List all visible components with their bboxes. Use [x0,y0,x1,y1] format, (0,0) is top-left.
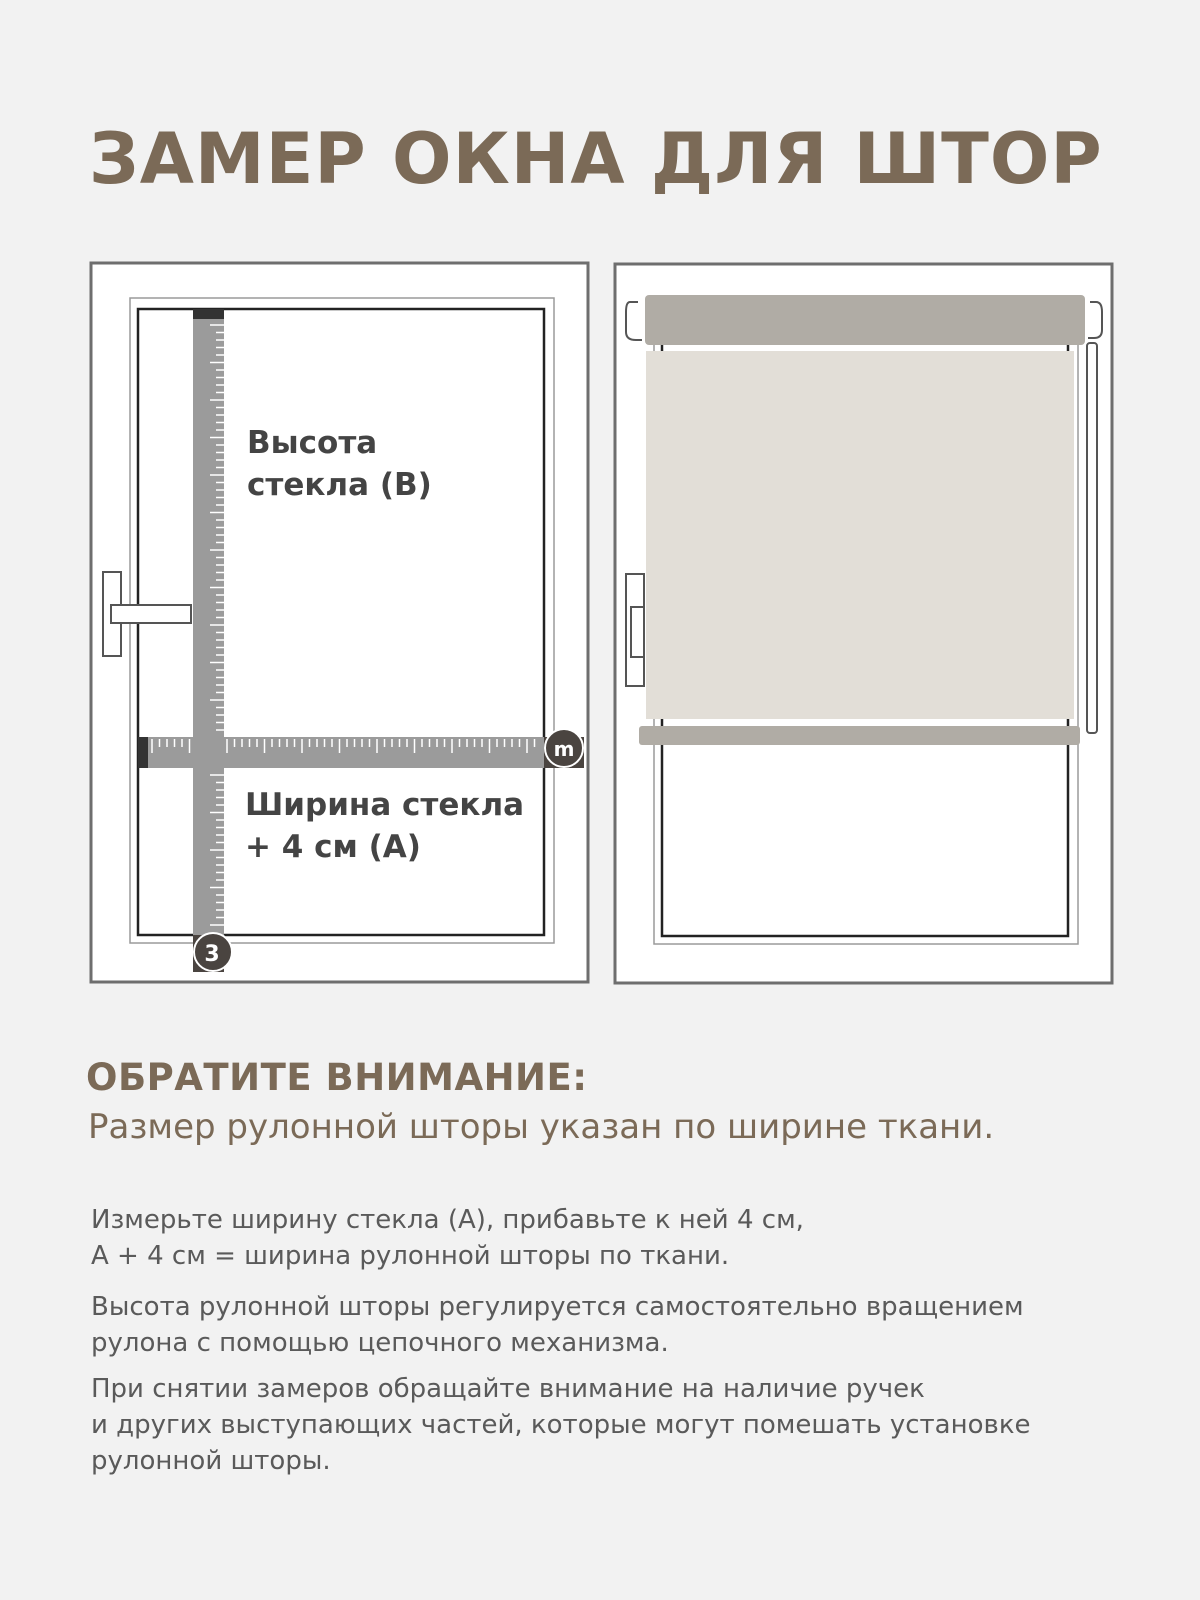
paragraph-line: Высота рулонной шторы регулируется самостоятельно вращением [91,1292,1024,1322]
paragraph-line: При снятии замеров обращайте внимание на наличие ручек [91,1374,925,1404]
chain-rail [1087,343,1097,733]
paragraph-line: рулона с помощью цепочного механизма. [91,1328,669,1358]
paragraph-line: и других выступающих частей, которые могут помешать установке [91,1410,1031,1440]
height-label-line1: Высота [247,425,378,461]
window-handle-icon [626,574,644,686]
paragraph-handles [91,1371,1031,1479]
paragraph-height [91,1289,1024,1361]
paragraph-line: A + 4 см = ширина рулонной шторы по ткани. [91,1241,730,1271]
height-label-line2: стекла (B) [247,467,432,503]
width-label-line2: + 4 см (A) [245,829,421,865]
left-window-diagram [91,263,588,982]
paragraph-line: рулонной шторы. [91,1446,331,1476]
tape-badge-bottom: 3 [204,942,220,967]
paragraph-width [91,1202,804,1274]
notice-text: Размер рулонной шторы указан по ширине ткани. [88,1107,995,1147]
notice-heading: ОБРАТИТЕ ВНИМАНИЕ: [86,1056,588,1099]
width-label-line1: Ширина стекла [245,787,525,823]
roller-blind-icon [639,295,1085,745]
right-window-diagram [615,264,1112,983]
paragraph-line: Измерьте ширину стекла (A), прибавьте к ней 4 см, [91,1205,804,1235]
tape-badge-right: m [553,737,575,761]
page-title: ЗАМЕР ОКНА ДЛЯ ШТОР [89,118,1103,200]
